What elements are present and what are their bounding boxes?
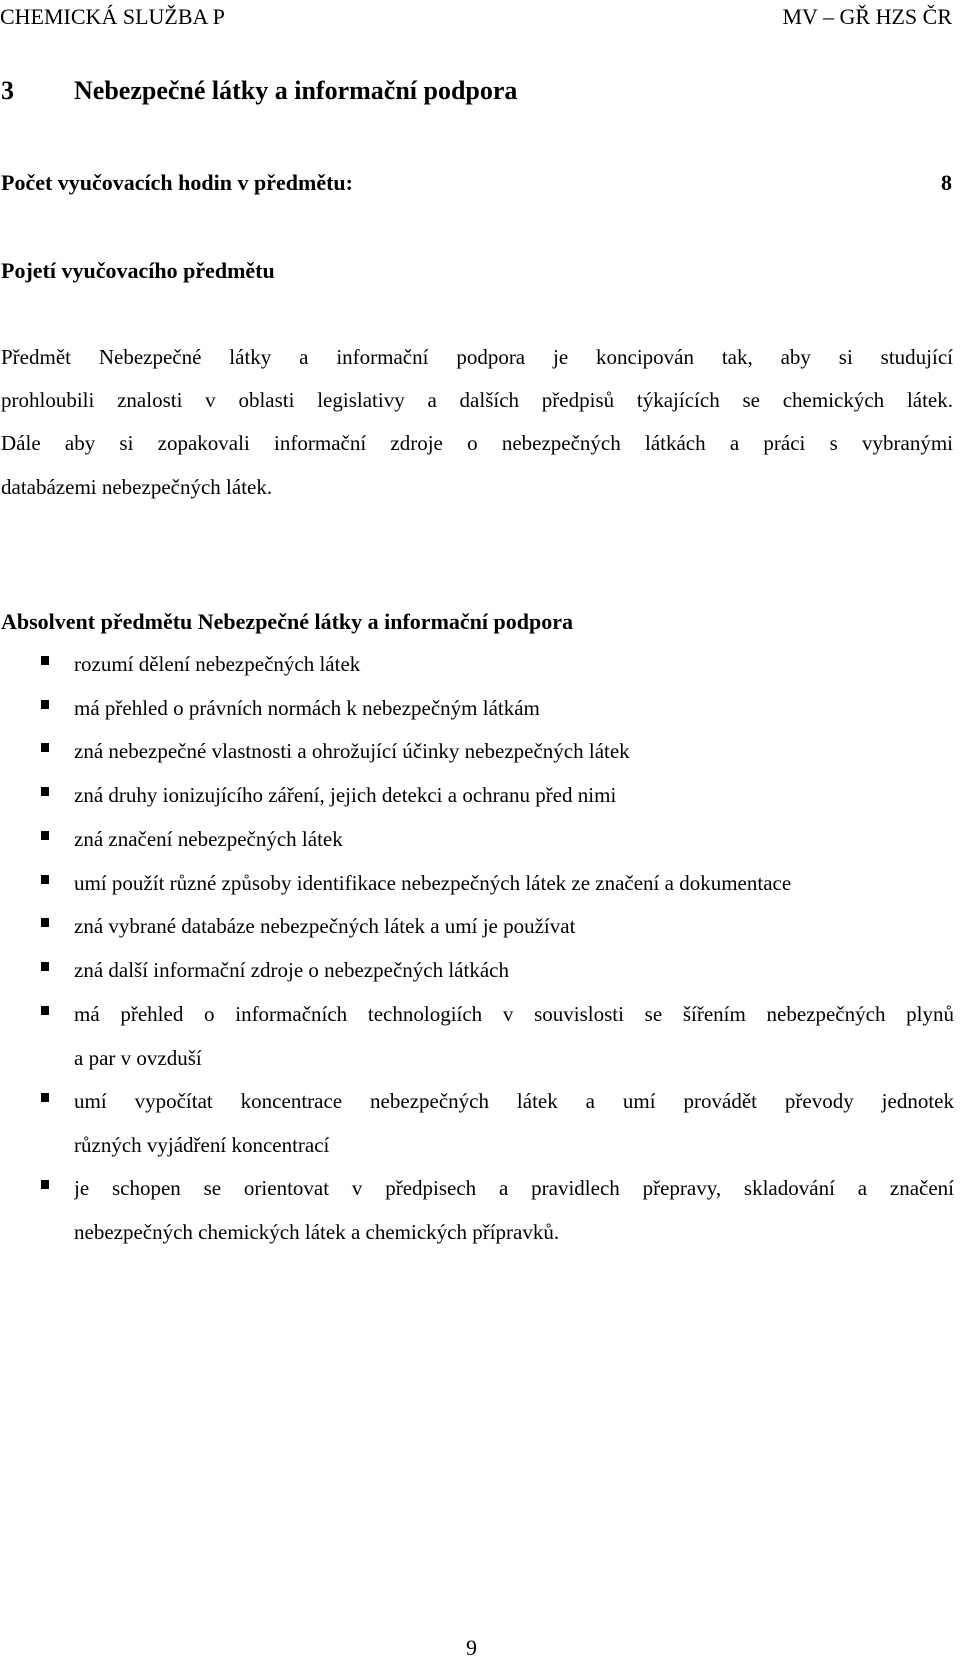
bullet-icon bbox=[41, 1093, 49, 1102]
page-number: 9 bbox=[466, 1635, 477, 1660]
bullet-icon bbox=[41, 1006, 49, 1015]
concept-line: databázemi nebezpečných látek. bbox=[1, 475, 273, 499]
concept-line: Dále aby si zopakovali informační zdroje o nebezpečných látkách a práci s vybranými bbox=[1, 431, 953, 455]
graduate-item: rozumí dělení nebezpečných látek bbox=[74, 652, 361, 676]
header-left: CHEMICKÁ SLUŽBA P bbox=[0, 4, 225, 29]
graduate-item: je schopen se orientovat v předpisech a pravidlech přepravy, skladování a značení bbox=[74, 1176, 954, 1200]
concept-line: Předmět Nebezpečné látky a informační podpora je koncipován tak, aby si studující bbox=[1, 345, 953, 369]
bullet-icon bbox=[41, 656, 49, 665]
bullet-icon bbox=[41, 918, 49, 927]
bullet-icon bbox=[41, 1180, 49, 1189]
graduate-item-continuation: nebezpečných chemických látek a chemických přípravků. bbox=[74, 1220, 560, 1244]
graduate-item-continuation: různých vyjádření koncentrací bbox=[74, 1133, 330, 1157]
bullet-icon bbox=[41, 875, 49, 884]
bullet-icon bbox=[41, 700, 49, 709]
graduate-item: má přehled o informačních technologiích v souvislosti se šířením nebezpečných plynů bbox=[74, 1002, 954, 1026]
bullet-icon bbox=[41, 962, 49, 971]
chapter-title: Nebezpečné látky a informační podpora bbox=[74, 76, 518, 105]
chapter-number: 3 bbox=[1, 76, 14, 105]
header-right: MV – GŘ HZS ČR bbox=[782, 4, 952, 29]
bullet-icon bbox=[41, 787, 49, 796]
hours-value: 8 bbox=[941, 170, 952, 195]
bullet-icon bbox=[41, 831, 49, 840]
graduate-item: zná nebezpečné vlastnosti a ohrožující účinky nebezpečných látek bbox=[74, 739, 630, 763]
graduate-item: zná značení nebezpečných látek bbox=[74, 827, 343, 851]
graduate-heading: Absolvent předmětu Nebezpečné látky a informační podpora bbox=[1, 609, 573, 634]
bullet-icon bbox=[41, 743, 49, 752]
graduate-item: umí použít různé způsoby identifikace nebezpečných látek ze značení a dokumentace bbox=[74, 871, 792, 895]
graduate-item: zná druhy ionizujícího záření, jejich detekci a ochranu před nimi bbox=[74, 783, 617, 807]
graduate-item: umí vypočítat koncentrace nebezpečných látek a umí provádět převody jednotek bbox=[74, 1089, 954, 1113]
concept-line: prohloubili znalosti v oblasti legislativy a dalších předpisů týkajících se chemických látek. bbox=[1, 388, 953, 412]
graduate-item-continuation: a par v ovzduší bbox=[74, 1046, 202, 1070]
graduate-item: zná vybrané databáze nebezpečných látek a umí je používat bbox=[74, 914, 576, 938]
hours-label: Počet vyučovacích hodin v předmětu: bbox=[1, 170, 353, 195]
graduate-item: má přehled o právních normách k nebezpečným látkám bbox=[74, 696, 540, 720]
graduate-item: zná další informační zdroje o nebezpečných látkách bbox=[74, 958, 509, 982]
concept-heading: Pojetí vyučovacího předmětu bbox=[1, 258, 275, 283]
